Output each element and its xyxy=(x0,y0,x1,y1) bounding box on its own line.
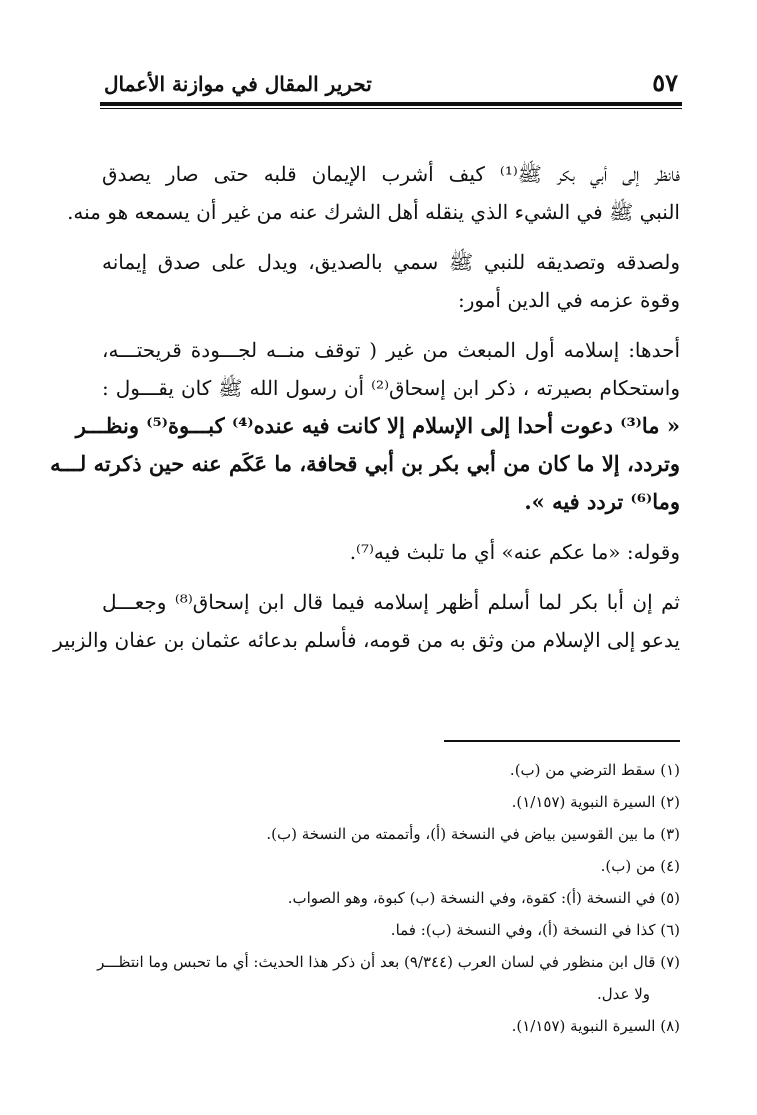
running-title: تحرير المقال في موازنة الأعمال xyxy=(104,72,372,96)
hadith-line: وما⁽⁶⁾ تردد فيه ». xyxy=(524,489,680,514)
footnote-4: (٤) من (ب). xyxy=(600,857,680,875)
hadith-line: وتردد، إلا ما كان من أبي بكر بن أبي قحافة، ما عَكَم عنه حين ذكرته لـــه xyxy=(50,451,680,476)
paragraph-gap xyxy=(102,319,680,331)
text-line: ثم إن أبا بكر لما أسلم أظهر إسلامه فيما قال ابن إسحاق⁽⁸⁾ وجعـــل xyxy=(102,590,681,614)
hadith-line: « ما⁽³⁾ دعوت أحدا إلى الإسلام إلا كانت فيه عنده⁽⁴⁾ كبـــوة⁽⁵⁾ ونظـــر xyxy=(75,413,680,438)
text-line: فانظر إلى أبي بكر ﷺ⁽¹⁾ كيف أشرب الإيمان قلبه حتى صار يصدق xyxy=(102,162,680,186)
text-line: وقوله: «ما عكم عنه» أي ما تلبث فيه⁽⁷⁾. xyxy=(349,540,680,564)
text-line: أحدها: إسلامه أول المبعث من غير ( توقف منــه لجـــودة قريحتـــه، xyxy=(102,338,680,362)
paragraph-gap xyxy=(102,571,680,583)
paragraph-gap xyxy=(102,231,680,243)
header-rule xyxy=(100,102,682,106)
text-line: يدعو إلى الإسلام من وثق به من قومه، فأسلم بدعائه عثمان بن عفان والزبير xyxy=(53,628,680,652)
footnote-separator xyxy=(444,740,680,742)
footnote-7: (٧) قال ابن منظور في لسان العرب (٩/٣٤٤) بعد أن ذكر هذا الحديث: أي ما تحبس وما انتظـــر xyxy=(97,953,680,971)
footnotes xyxy=(97,754,680,1042)
footnote-7-continuation: ولا عدل. xyxy=(596,985,650,1003)
main-text xyxy=(50,155,681,659)
text-line: واستحكام بصيرته ، ذكر ابن إسحاق⁽²⁾ أن رسول الله ﷺ كان يقـــول : xyxy=(102,376,680,400)
page-number: ٥٧ xyxy=(652,68,678,97)
text-line: وقوة عزمه في الدين أمور: xyxy=(457,288,680,312)
page-header xyxy=(100,68,682,102)
footnote-8: (٨) السيرة النبوية (١/١٥٧). xyxy=(511,1017,680,1035)
footnote-3: (٣) ما بين القوسين بياض في النسخة (أ)، وأتممته من النسخة (ب). xyxy=(266,825,680,843)
footnote-1: (١) سقط الترضي من (ب). xyxy=(509,761,680,779)
footnote-6: (٦) كذا في النسخة (أ)، وفي النسخة (ب): فما. xyxy=(390,921,680,939)
text-line: ولصدقه وتصديقه للنبي ﷺ سمي بالصديق، ويدل على صدق إيمانه xyxy=(102,250,680,274)
text-line: النبي ﷺ في الشيء الذي ينقله أهل الشرك عنه من غير أن يسمعه هو منه. xyxy=(67,200,680,224)
paragraph-gap xyxy=(102,521,680,533)
footnote-2: (٢) السيرة النبوية (١/١٥٧). xyxy=(511,793,680,811)
header-rule-thin xyxy=(100,108,682,109)
footnote-5: (٥) في النسخة (أ): كقوة، وفي النسخة (ب) كبوة، وهو الصواب. xyxy=(287,889,680,907)
